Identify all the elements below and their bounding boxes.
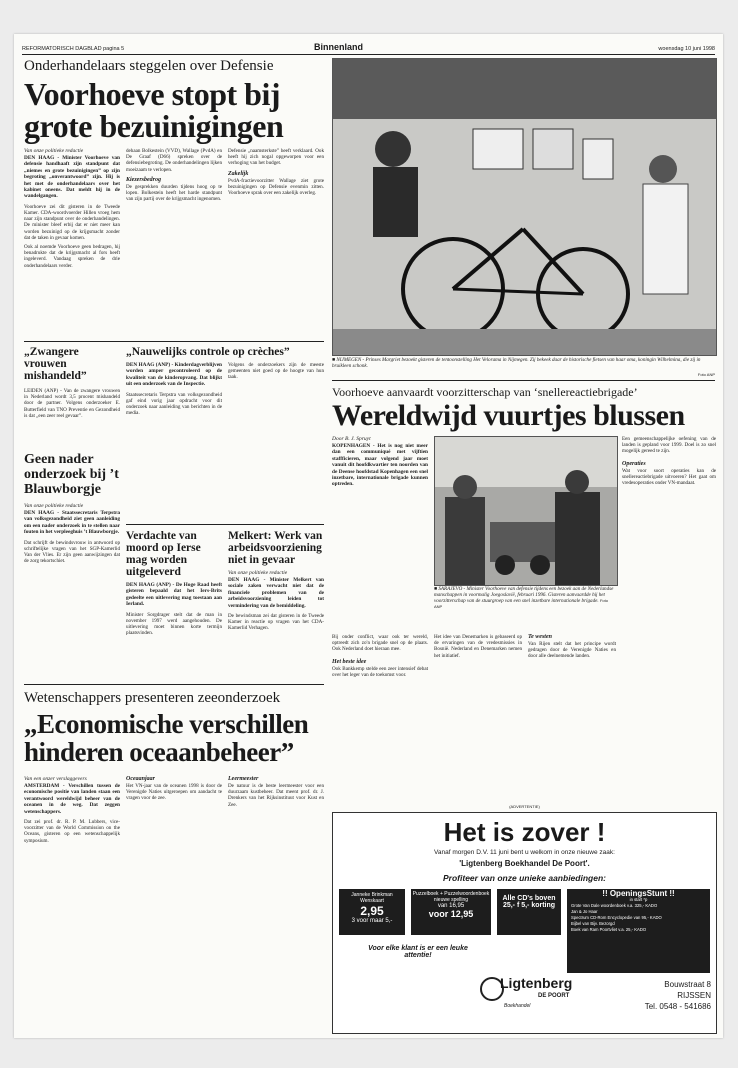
vuurtjes-sub-2: Te westen	[528, 634, 552, 640]
defensie-sub-2: Zakelijk	[228, 170, 249, 177]
melkert-headline: Melkert: Werk van arbeidsvoorziening niet in gevaar	[228, 530, 323, 566]
ad-address-block	[601, 979, 711, 1012]
oceaan-body-1: Dat zei prof. dr. R. P. M. Lubbers, vice-voorzitter van de World Commission on the Oceans, gisteren op een wetenschappelijk symposium.	[24, 819, 120, 844]
vuurtjes-sub-3: Operaties	[622, 460, 646, 467]
page-header-right: woensdag 10 juni 1998	[658, 46, 715, 52]
camera-icon: ■	[434, 586, 438, 592]
bicycle-exhibition-illustration	[333, 59, 716, 355]
vuurtjes-col-3	[528, 634, 616, 660]
logo-name: Ligtenberg	[500, 975, 573, 991]
vuurtjes-headline: Wereldwijd vuurtjes blussen	[332, 399, 685, 432]
moord-lead: DEN HAAG (ANP) - De Hoge Raad heeft gisteren bepaald dat het Iers-Brits gedeelte een uitlevering mag toestaan aan Ierland.	[126, 582, 222, 608]
rule-creches	[126, 524, 324, 525]
ad-opening-line: Vanaf morgen D.V. 11 juni bent u welkom in onze nieuwe zaak:	[434, 849, 615, 856]
vrouwen-body: LEIDEN (ANP) - Van de zwangere vrouwen in Nederland wordt 3,5 procent mishandeld door de partner. Volgens onderzoeker E. Butterfield van TNO Preventie en Gezondheid is dat „een zeer reel gevaar”.	[24, 388, 120, 419]
creches-lead: DEN HAAG (ANP) - Kinderdagverblijven worden amper gecontroleerd op de kwaliteit van de kinderopvang. Dat blijkt uit een onderzoek van de Inspectie.	[126, 362, 222, 388]
ad-label: (ADVERTENTIE)	[509, 804, 540, 809]
vuurtjes-body-6: Wat voor soort operaties kan de snellereactiebrigade uitvoeren? Het gaat om vredesoperaties onder VN-mandaat.	[622, 467, 716, 487]
oceaan-col-1	[24, 776, 120, 844]
defensie-col-3	[228, 148, 324, 196]
defensie-sub-1: Kiezersbedrog	[126, 176, 161, 183]
nijmegen-caption	[332, 357, 715, 369]
moord-article	[126, 530, 222, 636]
ad-offer-2	[411, 889, 491, 935]
ad-offer-2-new: voor 12,95	[428, 909, 474, 919]
defensie-col-2	[126, 148, 222, 202]
ad-opening-sub: in start *p	[629, 897, 648, 902]
defensie-body-5: Defensie „naamsterkste” heeft verklaard. Ook heeft hij zich nogal opgeworpen voor een verhoging van het budget.	[228, 148, 324, 167]
vuurtjes-body-4: Een gemeenschappelijke oefening van de landen is gepland voor 1999. Doel is zo snel mogelijk gereed te zijn.	[622, 436, 716, 455]
defensie-headline-2: grote bezuinigingen	[24, 108, 284, 144]
defensie-body-4: De gesprekken duurden tijdens hoog op te lopen. Bolkestein heeft het harde standpunt van zijn partij over de krijgsmacht ingenomen.	[126, 183, 222, 203]
rule-oceaan	[24, 684, 324, 685]
sarajevo-photo	[434, 436, 618, 586]
ad-headline: Het is zover !	[443, 817, 606, 847]
vuurtjes-kicker: Voorhoeve aanvaardt voorzitterschap van ‘snellereactiebrigade’	[332, 385, 638, 399]
sarajevo-caption	[434, 586, 616, 610]
ad-city: RIJSSEN	[677, 991, 711, 1000]
ad-offer-2-title: Puzzelboek + Puzzelwoordenboek nieuwe spelling	[412, 891, 490, 903]
creches-columns	[126, 362, 324, 416]
oceaan-sub-1: Oceaanjaar	[126, 776, 155, 782]
vuurtjes-body-1: Bij onder conflict, waar ook ter wereld, optreedt zich zo'n brigade snel op de plaats. Ook Nederland doet hieraan mee.	[332, 634, 428, 653]
vuurtjes-col-2	[434, 634, 522, 659]
oceaan-col-2	[126, 776, 222, 802]
ad-invite: Voor elke klant is er een leuke attentie!	[368, 945, 468, 959]
ad-opening-item: Grote Van Dale woordenboek v.a. 325,- KADO	[571, 903, 658, 908]
sarajevo-credit: Foto ANP	[434, 598, 608, 609]
ad-offer-3-title: Alle CD's boven 25,- f 5,- korting	[502, 895, 556, 909]
newspaper-page	[14, 34, 723, 1038]
vuurtjes-col-1	[332, 436, 428, 488]
creches-col-2	[228, 362, 324, 416]
defensie-body-2: Ook al noemde Voorhoeve geen bedragen, hij benadrukte dat de krijgsmacht al fors heeft ingeleverd. Vandaag spreken de drie onderhandelaars verder.	[24, 244, 120, 269]
ad-opening-title: !! OpeningsStunt !!	[602, 889, 675, 898]
melkert-article	[228, 530, 324, 632]
ad-shop-name: 'Ligtenberg Boekhandel De Poort'.	[459, 859, 590, 868]
creches-body-2: Volgens de onderzoekers zijn de meeste gemeenten niet goed op de hoogte van hun taak.	[228, 362, 324, 381]
ad-address: Bouwstraat 8	[664, 980, 711, 989]
blauwborgje-body: Dat schrijft de bewindsvrouw in antwoord op schriftelijke vragen van het SGP-Kamerlid Van der Vlies. Er zijn geen aanwijzingen dat de zorg tekortschiet.	[24, 539, 120, 565]
blauwborgje-lead: DEN HAAG - Staatssecretaris Terpstra van volksgezondheid ziet geen aanleiding om een nader onderzoek in te stellen naar fouten in het verpleeghuis ’t Blauwborgje.	[24, 510, 120, 536]
nijmegen-caption-text: NIJMEGEN - Prinses Margriet bezoekt gisteren de tentoonstelling Het Velorama in Nijmegen. Zij bekeek daar de historische fietsen van haar oma, koningin Wilhelmina, die zij in bruikleen schonk.	[332, 357, 701, 369]
ad-profit-line: Profiteer van onze unieke aanbiedingen:	[443, 873, 606, 883]
ad-opening-stunt	[567, 889, 710, 973]
ad-offer-3	[497, 889, 561, 935]
defensie-lead: DEN HAAG - Minister Voorhoeve van defensie handhaaft zijn standpunt dat „niemes en grote bezuinigingen” op zijn begroting „onverantwoord” zijn. Hij is het met de onderhandelaars over het kabinet oneens. Dat meldt hij in de wandelgangen.	[24, 155, 120, 200]
rule-vuurtjes	[332, 380, 715, 381]
ad-phone: Tel. 0548 - 541686	[644, 1002, 711, 1011]
ad-opening-list	[567, 903, 710, 933]
vuurtjes-sub-1: Het beste idee	[332, 658, 367, 665]
vuurtjes-body-3: Ook Bankkemp stelde een zeer intensief debat over het leger van de toekomst voor.	[332, 665, 428, 678]
sarajevo-caption-text: SARAJEVO - Minister Voorhoeve van defensie tijdens een bezoek aan de Nederlandse manschappen in voormalig Joegoslavië, februari 1996. Gisteren aanvaardde hij het voorzitterschap van de stuurgroep van een snel inzetbare internationale brigade.	[434, 586, 614, 604]
ad-offer-1-price: 2,95	[360, 904, 384, 918]
melkert-body: De bewindsman zei dat gisteren in de Tweede Kamer in reactie op vragen van het CDA-Kamerlid Verhagen.	[228, 613, 324, 632]
ligtenberg-logo	[478, 975, 578, 1023]
creches-body-1: Staatssecretaris Terpstra van volksgezondheid gaf eind vorig jaar opdracht voor dit onderzoek naar aanleiding van berichten in de media.	[126, 391, 222, 417]
nijmegen-photo	[332, 58, 717, 356]
vuurtjes-body-5: Van Rijen stelt dat het principe wordt gedragen door de Verenigde Naties en door alle deelnemende landen.	[528, 641, 616, 660]
vuurtjes-col-1b	[332, 634, 428, 678]
ligtenberg-advertisement	[332, 812, 717, 1034]
vrouwen-article	[24, 346, 120, 419]
page-header-left: REFORMATORISCH DAGBLAD pagina 5	[22, 46, 125, 52]
defensie-body-3: dehaan Bolkestein (VVD), Wallage (PvdA) en De Graaf (D66) spreken over de defensiebegroting. De onderhandelingen lijken moeizaam te verlopen.	[126, 148, 222, 173]
ad-offer-1-note: 3 voor maar 5,-	[351, 918, 393, 924]
moord-headline: Verdachte van moord op Ierse mag worden uitgeleverd	[126, 530, 201, 578]
creches-article	[126, 346, 324, 416]
logo-sub: DE POORT	[538, 993, 570, 999]
ad-opening-item: Bijbel van Bijv. Bezorgd	[571, 921, 615, 926]
melkert-byline: Van onze politieke redactie	[228, 570, 288, 576]
defensie-kicker: Onderhandelaars steggelen over Defensie	[24, 58, 274, 74]
defensie-headline-1: Voorhoeve stopt bij	[24, 76, 280, 112]
logo-kind: Boekhandel	[504, 1003, 531, 1009]
oceaan-kicker: Wetenschappers presenteren zeeonderzoek	[24, 690, 281, 706]
creches-headline: „Nauwelijks controle op crèches”	[126, 346, 290, 358]
vuurtjes-body-2: Het idee van Denemarken is gebaseerd op de ervaringen van de vredesmissies in Bosnië. Nederland en Denemarken nemen het initiatief.	[434, 634, 522, 659]
ad-opening-item: Jan & Jo Haar	[571, 909, 598, 914]
blauwborgje-headline: Geen nader onderzoek bij ’t Blauwborgje	[24, 452, 119, 497]
vuurtjes-byline: Door B. J. Spruyt	[332, 436, 371, 442]
moord-body: Minister Sorgdrager stelt dat de man in november 1997 werd aangehouden. De uitlevering moet binnen korte termijn plaatsvinden.	[126, 611, 222, 637]
defensie-col-1	[24, 148, 120, 269]
oceaan-sub-2: Leermeester	[228, 776, 259, 782]
ad-opening-item: Spectrum CD-Rom Encyclopedie van 95,- KADO	[571, 915, 662, 920]
header-rule	[22, 54, 715, 55]
vuurtjes-lead: KOPENHAGEN - Het is nog niet meer dan een communiqué met vijftien staffficieren, maar volgend jaar moet vanuit dit hoofdkwartier ten noorden van de Deense hoofdstad Kopenhagen een snel inzetbare, internationale brigade kunnen optreden.	[332, 443, 428, 488]
oceaan-headline-2: hinderen oceaanbeheer”	[24, 737, 294, 767]
ad-opening-item: Boek van Ram Poortvliet v.a. 25,- KADO	[571, 927, 647, 932]
soldiers-illustration	[435, 437, 617, 585]
camera-icon: ■	[332, 357, 336, 363]
vrouwen-headline: „Zwangere vrouwen mishandeld”	[24, 346, 87, 382]
ad-offer-2-old: van 16,95	[437, 903, 465, 909]
oceaan-col-3	[228, 776, 324, 808]
rule-defensie	[24, 341, 324, 342]
ad-offer-1	[339, 889, 405, 935]
nijmegen-credit: Foto ANP	[697, 372, 715, 377]
defensie-body-6: PvdA-fractievoorzitter Wallage ziet grote bezuinigingen op Defensie evenmin zitten. Voorhoeve sprak over een zakelijk overleg.	[228, 177, 324, 197]
oceaan-headline-1: „Economische verschillen	[24, 709, 309, 739]
creches-col-1	[126, 362, 222, 416]
ad-offer-1-title: Janneke Brinkman Wenskaart	[351, 892, 393, 904]
blauwborgje-byline: Van onze politieke redactie	[24, 503, 84, 509]
oceaan-lead: AMSTERDAM - Verschillen tussen de economische positie van landen staan een verantwoord wereldwijd beheer van de oceanen in de weg. Dat zeggen wetenschappers.	[24, 783, 120, 815]
section-title: Binnenland	[314, 42, 363, 52]
oceaan-body-2: Het VN-jaar van de oceanen 1998 is door de Verenigde Naties uitgeroepen om aandacht te vragen voor de zee.	[126, 783, 222, 802]
defensie-byline: Van onze politieke redactie	[24, 148, 84, 154]
vuurtjes-col-4	[622, 436, 716, 486]
oceaan-byline: Van een onzer verslaggevers	[24, 776, 87, 782]
blauwborgje-article	[24, 452, 120, 564]
oceaan-body-3: De natuur is de beste leermeester voor een duurzaam kustbeheer. Dat meent prof. dr. J. Drenkers van het Rijksinstituut voor Kust en Zee.	[228, 783, 324, 808]
melkert-lead: DEN HAAG - Minister Melkert van sociale zaken verwacht niet dat de financiele problemen van de arbeidsvoorziening leiden tot vermindering van de bemiddeling.	[228, 577, 324, 609]
defensie-body-1: Voorhoeve zei dit gisteren in de Tweede Kamer. CDA-woordvoerder Hillen vroeg hem naar zijn standpunt over de onderhandelingen. De minister bleef erbij dat er niet meer kan worden bezuinigd op de krijgsmacht zonder dat de taken in gevaar komen.	[24, 203, 120, 241]
